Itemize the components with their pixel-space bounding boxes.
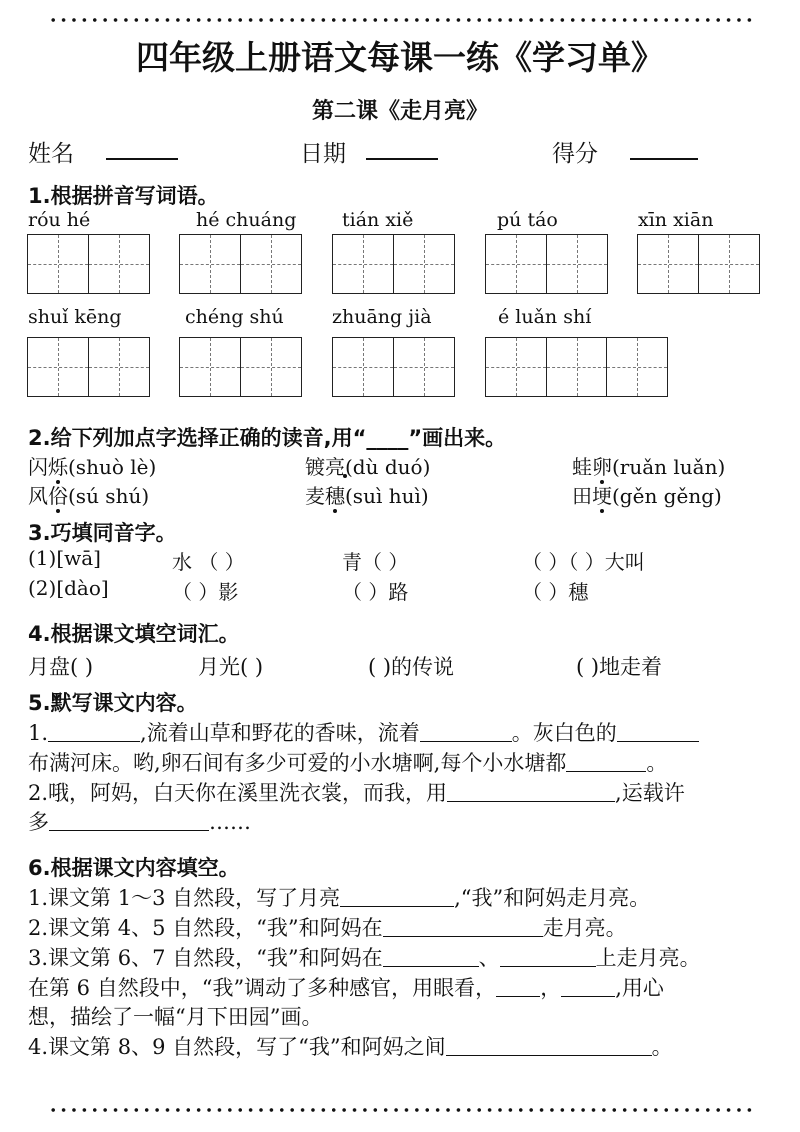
- fill-blank[interactable]: [496, 975, 540, 997]
- section-1-heading: 1.根据拼音写词语。: [28, 184, 219, 208]
- fill-blank[interactable]: [500, 945, 596, 967]
- recite-blank[interactable]: [566, 750, 646, 772]
- date-label: 日期: [300, 141, 346, 167]
- pronunciation-item[interactable]: 蛙卵(ruǎn luǎn): [572, 451, 725, 480]
- section-6-heading: 6.根据课文内容填空。: [28, 856, 240, 880]
- bottom-dotted-border: [48, 1107, 754, 1113]
- pronunciation-item[interactable]: 闪烁(shuò lè): [28, 451, 156, 480]
- fill-line: 想，描绘了一幅“月下田园”画。: [28, 1005, 323, 1029]
- writing-grid[interactable]: [179, 234, 302, 294]
- score-label: 得分: [552, 141, 598, 167]
- pinyin-label: xīn xiān: [638, 209, 714, 231]
- section-3-heading: 3.巧填同音字。: [28, 521, 177, 545]
- pinyin-label: róu hé: [28, 209, 91, 231]
- vocab-blank[interactable]: ( )的传说: [368, 655, 455, 679]
- fill-line: 3.课文第 6、7 自然段，“我”和阿妈在 、 上走月亮。: [28, 946, 701, 970]
- recite-line: 布满河床。哟,卵石间有多少可爱的小水塘啊,每个小水塘都 。: [28, 751, 668, 775]
- pronunciation-item[interactable]: 田埂(gěn gěng): [572, 480, 722, 509]
- pinyin-label: shuǐ kēng: [28, 306, 122, 328]
- pinyin-label: é luǎn shí: [498, 306, 592, 328]
- name-blank[interactable]: [106, 136, 178, 160]
- homophone-blank[interactable]: （ ）穗: [522, 580, 589, 604]
- writing-grid[interactable]: [332, 337, 455, 397]
- top-dotted-border: [48, 17, 754, 23]
- pinyin-label: tián xiě: [342, 209, 414, 231]
- pinyin-label: chéng shú: [185, 306, 284, 328]
- homophone-blank[interactable]: 青（ ）: [342, 550, 409, 574]
- vocab-blank[interactable]: 月光( ): [198, 655, 264, 679]
- pronunciation-item[interactable]: 镀亮(dù duó): [305, 455, 431, 479]
- fill-blank[interactable]: [340, 885, 454, 907]
- fill-line: 1.课文第 1～3 自然段，写了月亮 ,“我”和阿妈走月亮。: [28, 886, 651, 910]
- homophone-label: (1)[wā]: [28, 546, 101, 570]
- writing-grid[interactable]: [27, 234, 150, 294]
- date-blank[interactable]: [366, 136, 438, 160]
- homophone-blank[interactable]: （ ）路: [342, 580, 409, 604]
- recite-line: 多 ……: [28, 810, 251, 834]
- pinyin-label: hé chuáng: [196, 209, 297, 231]
- section-5-heading: 5.默写课文内容。: [28, 691, 198, 715]
- recite-blank[interactable]: [447, 780, 615, 802]
- writing-grid[interactable]: [485, 337, 668, 397]
- recite-blank[interactable]: [49, 809, 209, 831]
- vocab-blank[interactable]: 月盘( ): [28, 655, 94, 679]
- fill-line: 在第 6 自然段中，“我”调动了多种感官，用眼看， ， ,用心: [28, 976, 664, 1000]
- recite-blank[interactable]: [420, 720, 512, 742]
- recite-blank[interactable]: [48, 720, 140, 742]
- writing-grid[interactable]: [332, 234, 455, 294]
- lesson-subtitle: 第二课《走月亮》: [311, 99, 488, 124]
- writing-grid[interactable]: [485, 234, 608, 294]
- fill-blank[interactable]: [446, 1034, 652, 1056]
- vocab-blank[interactable]: ( )地走着: [576, 655, 663, 679]
- writing-grid[interactable]: [179, 337, 302, 397]
- section-4-heading: 4.根据课文填空词汇。: [28, 622, 240, 646]
- fill-line: 2.课文第 4、5 自然段，“我”和阿妈在 走月亮。: [28, 916, 627, 940]
- fill-blank[interactable]: [561, 975, 615, 997]
- pronunciation-item[interactable]: 麦穗(suì huì): [305, 480, 429, 509]
- fill-blank[interactable]: [383, 915, 543, 937]
- page-title: 四年级上册语文每课一练《学习单》: [136, 38, 664, 77]
- recite-line: 1. ,流着山草和野花的香味，流着 。灰白色的: [28, 717, 699, 747]
- score-blank[interactable]: [630, 136, 698, 160]
- pronunciation-item[interactable]: 风俗(sú shú): [28, 480, 149, 509]
- recite-blank[interactable]: [617, 720, 699, 742]
- homophone-blank[interactable]: （ ）（ ）大叫: [522, 550, 645, 574]
- section-2-heading: 2.给下列加点字选择正确的读音,用“____”画出来。: [28, 426, 507, 450]
- homophone-label: (2)[dào]: [28, 576, 109, 600]
- writing-grid[interactable]: [27, 337, 150, 397]
- name-label: 姓名: [28, 141, 74, 167]
- fill-blank[interactable]: [383, 945, 479, 967]
- fill-line: 4.课文第 8、9 自然段，写了“我”和阿妈之间 。: [28, 1035, 673, 1059]
- pinyin-label: zhuāng jià: [332, 306, 432, 328]
- pinyin-label: pú táo: [497, 209, 558, 231]
- recite-line: 2.哦，阿妈，白天你在溪里洗衣裳，而我，用 ,运载许: [28, 781, 685, 805]
- homophone-blank[interactable]: 水 （ ）: [172, 550, 245, 574]
- writing-grid[interactable]: [637, 234, 760, 294]
- homophone-blank[interactable]: （ ）影: [172, 580, 239, 604]
